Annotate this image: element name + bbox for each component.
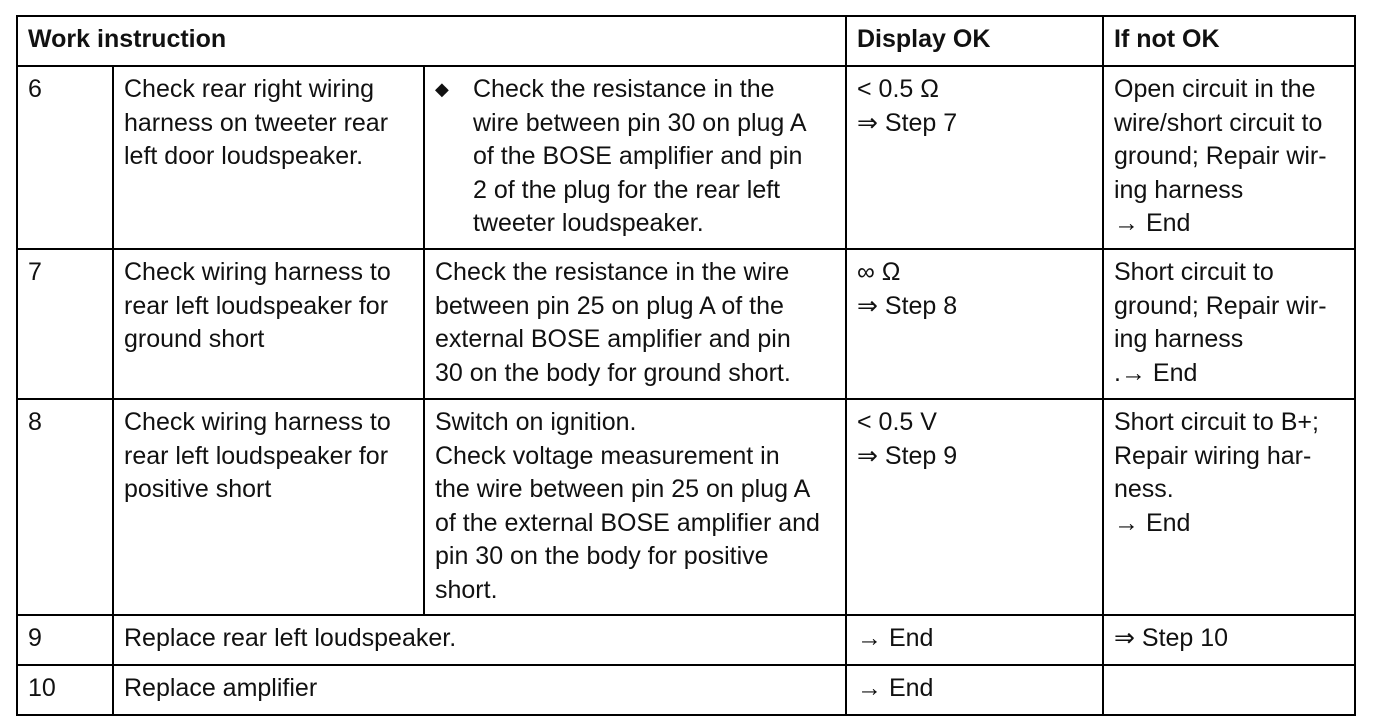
if-not-ok-cell: Short circuit to B+; Repair wiring har- ness. → End: [1103, 399, 1355, 615]
display-ok-cell: < 0.5 Ω ⇒ Step 7: [846, 66, 1103, 249]
if-not-ok-cell: [1103, 665, 1355, 715]
display-ok-cell: → End: [846, 615, 1103, 665]
header-display-ok: Display OK: [846, 16, 1103, 66]
if-not-ok-cell: Open circuit in the wire/short circuit to ground; Repair wir- ing harness → End: [1103, 66, 1355, 249]
step-number: 9: [17, 615, 113, 665]
step-number: 8: [17, 399, 113, 615]
display-ok-cell: < 0.5 V ⇒ Step 9: [846, 399, 1103, 615]
step-action: Switch on ignition. Check voltage measurement in the wire between pin 25 on plug A of the external BOSE amplifier and pin 30 on the body for positive short.: [424, 399, 846, 615]
if-not-ok-cell: ⇒ Step 10: [1103, 615, 1355, 665]
step-description: Replace rear left loudspeaker.: [113, 615, 846, 665]
header-if-not-ok: If not OK: [1103, 16, 1355, 66]
step-description: Check wiring harness to rear left loudspeaker for ground short: [113, 249, 424, 399]
header-work-instruction: Work instruction: [17, 16, 846, 66]
step-number: 6: [17, 66, 113, 249]
display-ok-cell: ∞ Ω ⇒ Step 8: [846, 249, 1103, 399]
display-ok-cell: → End: [846, 665, 1103, 715]
step-description: Check wiring harness to rear left loudspeaker for positive short: [113, 399, 424, 615]
step-description: Check rear right wiring harness on tweeter rear left door loudspeaker.: [113, 66, 424, 249]
step-number: 10: [17, 665, 113, 715]
table-row: [17, 615, 1355, 665]
table-row: [17, 66, 1355, 249]
table-row: [17, 665, 1355, 715]
step-action: Check the resistance in the wire between pin 25 on plug A of the external BOSE amplifier and pin 30 on the body for ground short.: [424, 249, 846, 399]
step-description: Replace amplifier: [113, 665, 846, 715]
step-number: 7: [17, 249, 113, 399]
table-row: [17, 249, 1355, 399]
table-row: [17, 399, 1355, 615]
work-instruction-table: [16, 15, 1356, 716]
if-not-ok-cell: Short circuit to ground; Repair wir- ing harness .→ End: [1103, 249, 1355, 399]
diamond-bullet-icon: ◆: [435, 79, 449, 99]
step-action: ◆ Check the resistance in the wire between pin 30 on plug A of the BOSE amplifier and pin 2 of the plug for the rear left tweeter loudspeaker.: [424, 66, 846, 249]
header-row: [17, 16, 1355, 66]
